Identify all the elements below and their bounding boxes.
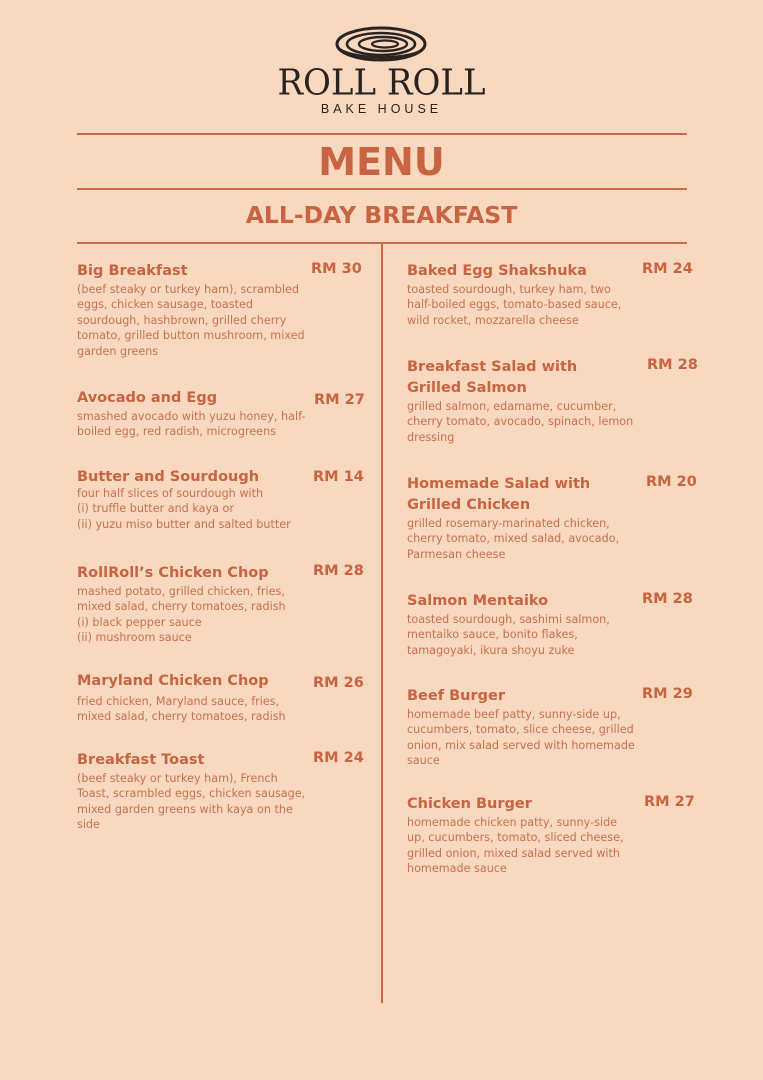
item-price: RM 27 [314, 392, 365, 408]
item-description: homemade beef patty, sunny-side up, cucumbers, tomato, slice cheese, grilled onion, mix salad served with homemade sauce [407, 708, 635, 768]
item-name: RollRoll’s Chicken Chop [77, 565, 269, 581]
item-price: RM 28 [647, 357, 698, 373]
divider-top [77, 133, 687, 135]
item-description: toasted sourdough, sashimi salmon, mentaiko sauce, bonito flakes, tamagoyaki, ikura shoyu zuke [407, 613, 610, 657]
brand-logo [0, 24, 763, 116]
item-name: Breakfast Salad with Grilled Salmon [407, 359, 578, 396]
item-name: Maryland Chicken Chop [77, 673, 269, 689]
item-name: Avocado and Egg [77, 390, 218, 406]
divider-middle [77, 188, 687, 190]
item-description: fried chicken, Maryland sauce, fries, mixed salad, cherry tomatoes, radish [77, 695, 286, 724]
item-name: Big Breakfast [77, 263, 188, 279]
item-price: RM 24 [642, 261, 693, 277]
item-name: Chicken Burger [407, 796, 532, 812]
item-description: smashed avocado with yuzu honey, half- boiled egg, red radish, microgreens [77, 410, 306, 439]
item-price: RM 29 [642, 686, 693, 702]
item-description: (beef steaky or turkey ham), scrambled eggs, chicken sausage, toasted sourdough, hashbrown, grilled cherry tomato, grilled button mushroom, mixed garden greens [77, 283, 305, 358]
item-name: Breakfast Toast [77, 752, 205, 768]
item-price: RM 24 [313, 750, 364, 766]
item-price: RM 28 [642, 591, 693, 607]
brand-tagline: BAKE HOUSE [320, 102, 443, 116]
item-description: (beef steaky or turkey ham), French Toast, scrambled eggs, chicken sausage, mixed garden greens with kaya on the side [77, 772, 306, 832]
menu-title: MENU [318, 140, 445, 184]
item-description: homemade chicken patty, sunny-side up, cucumbers, tomato, sliced cheese, grilled onion, mixed salad served with homemade sauce [407, 816, 624, 876]
item-price: RM 14 [313, 469, 364, 485]
item-price: RM 28 [313, 563, 364, 579]
item-price: RM 27 [644, 794, 695, 810]
brand-name: ROLL ROLL [277, 62, 486, 104]
item-name: Homemade Salad with Grilled Chicken [407, 476, 591, 513]
item-name: Baked Egg Shakshuka [407, 263, 587, 279]
item-name: Butter and Sourdough [77, 469, 260, 485]
item-name: Beef Burger [407, 688, 505, 704]
item-price: RM 20 [646, 474, 697, 490]
item-name: Salmon Mentaiko [407, 593, 549, 609]
item-description: mashed potato, grilled chicken, fries, mixed salad, cherry tomatoes, radish (i) black pepper sauce (ii) mushroom sauce [77, 585, 286, 645]
section-title: ALL-DAY BREAKFAST [245, 201, 518, 229]
item-description: toasted sourdough, turkey ham, two half-boiled eggs, tomato-based sauce, wild rocket, mozzarella cheese [407, 283, 622, 327]
column-divider [381, 243, 383, 1003]
item-description: four half slices of sourdough with (i) truffle butter and kaya or (ii) yuzu miso butter and salted butter [77, 487, 291, 531]
roll-swirl-icon [334, 24, 430, 64]
item-description: grilled salmon, edamame, cucumber, cherry tomato, avocado, spinach, lemon dressing [407, 400, 634, 444]
item-description: grilled rosemary-marinated chicken, cherry tomato, mixed salad, avocado, Parmesan cheese [407, 517, 620, 561]
item-price: RM 26 [313, 675, 364, 691]
item-price: RM 30 [311, 261, 362, 277]
